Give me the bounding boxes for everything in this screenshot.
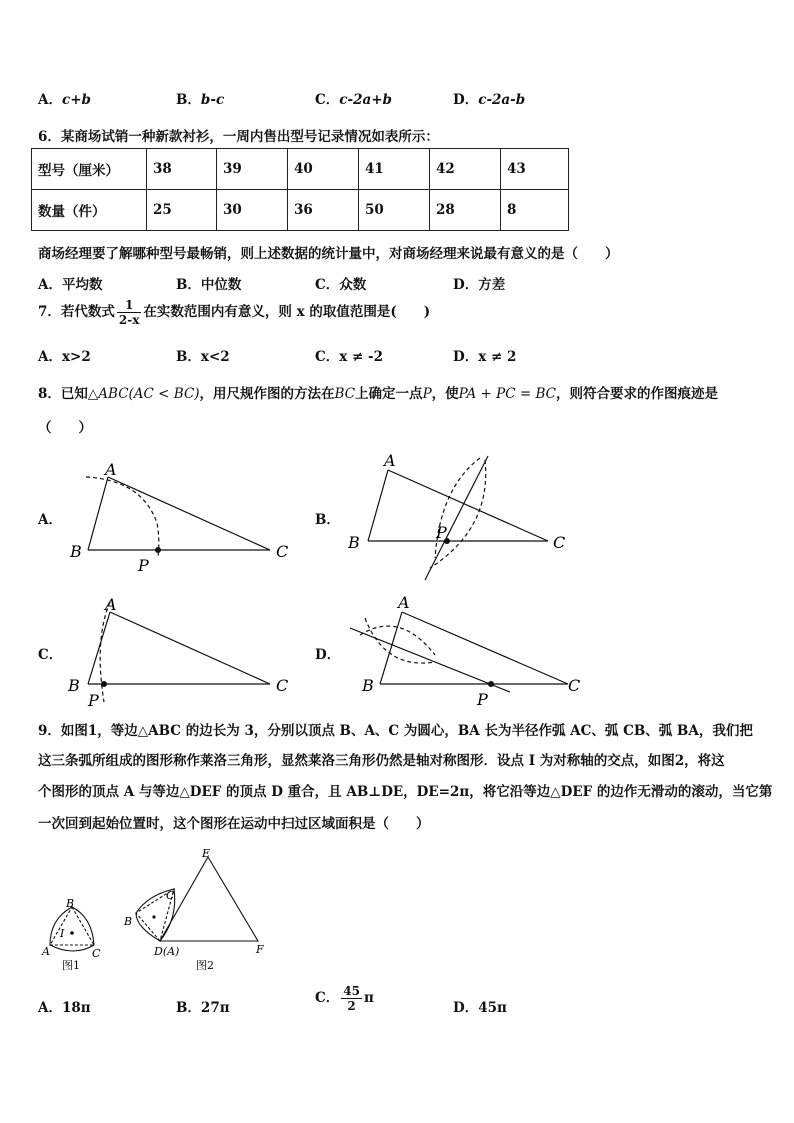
perpendicular-bisector [425, 456, 488, 580]
q6-stem: 6．某商场试销一种新款衬衫，一周内售出型号记录情况如表所示： [38, 129, 439, 145]
triangle-side-ac [108, 477, 270, 550]
q9-option-a: A．18π [38, 1000, 91, 1016]
label-p: P [88, 691, 99, 710]
table-row [32, 190, 569, 231]
q9-stem-line3: 个图形的顶点 A 与等边△DEF 的顶点 D 重合，且 AB⊥DE，DE=2π，将它沿等边△DEF 的边作无滑动的滚动，当它第 [38, 784, 773, 800]
triangle-side-ac [388, 470, 548, 541]
inner-triangle [50, 907, 94, 945]
q8-stem: 8．已知△ABC(AC < BC)，用尺规作图的方法在BC上确定一点P，使PA + PC = BC，则符合要求的作图痕迹是 [38, 386, 718, 402]
q7-stem: 7．若代数式 $\frac{1}{2-x}$ 在实数范围内有意义，则 x 的取值范围是( ) [38, 298, 431, 327]
label-a: A [42, 945, 50, 958]
q6-option-b: B．中位数 [176, 277, 242, 293]
label-b: B [362, 676, 374, 695]
table-cell: 36 [288, 190, 359, 231]
label-b: B [66, 897, 75, 910]
q8-figure-d [340, 590, 590, 712]
table-cell: 39 [217, 149, 288, 190]
label-b: B [124, 915, 133, 928]
q6-option-d: D．方差 [453, 277, 506, 293]
table-cell: 28 [430, 190, 501, 231]
q8-option-c: C． [38, 647, 63, 663]
q6-option-a: A．平均数 [38, 277, 103, 293]
q8-option-a: A． [38, 512, 62, 528]
label-e: E [202, 847, 211, 860]
center-point [152, 915, 155, 918]
q7-fraction: $\frac{1}{2-x}$ [118, 298, 140, 327]
q9-stem-line2: 这三条弧所组成的图形称作莱洛三角形，显然莱洛三角形仍然是轴对称图形．设点 I 为对称轴的交点，如图2，将这 [38, 753, 725, 769]
q7-option-d: D．x ≠ 2 [453, 349, 517, 365]
construction-arc-2 [365, 618, 435, 663]
triangle-side-ab [88, 477, 108, 550]
table-cell: 40 [288, 149, 359, 190]
figure-1-caption: 图1 [62, 959, 80, 972]
triangle-side-ab [88, 612, 110, 684]
perpendicular-bisector [350, 628, 510, 692]
q9-stem-line4: 一次回到起始位置时，这个图形在运动中扫过区域面积是（ ） [38, 816, 430, 832]
label-a: A [384, 451, 396, 470]
label-c: C [553, 533, 566, 552]
q8-option-b: B． [315, 512, 340, 528]
table-row [32, 149, 569, 190]
label-c: C [568, 676, 581, 695]
table-cell: 8 [501, 190, 569, 231]
label-a: A [105, 460, 117, 479]
table-cell: 25 [147, 190, 217, 231]
triangle-side-ab [368, 470, 388, 541]
reuleaux-triangle [50, 907, 94, 951]
label-c: C [92, 947, 101, 960]
label-b: B [348, 533, 360, 552]
label-i: I [60, 927, 65, 940]
table-cell: 41 [359, 149, 430, 190]
q6-question: 商场经理要了解哪种型号最畅销，则上述数据的统计量中，对商场经理来说最有意义的是（ ） [38, 246, 619, 262]
center-point [70, 931, 74, 935]
table-header-cell: 数量（件） [32, 190, 147, 231]
table-cell: 50 [359, 190, 430, 231]
q7-option-c: C．x ≠ -2 [315, 349, 384, 365]
q9-figure-1 [38, 895, 108, 975]
q8-figure-c [60, 590, 300, 712]
label-a: A [398, 593, 410, 612]
q5-option-d: D．c-2a-b [453, 92, 526, 108]
q9-stem-line1: 9．如图1，等边△ABC 的边长为 3，分别以顶点 B、A、C 为圆心，BA 长为半径作弧 AC、弧 CB、弧 BA，我们把 [38, 723, 753, 739]
q5-option-a: A．c+b [38, 92, 91, 108]
label-p: P [477, 690, 488, 709]
label-c: C [276, 542, 289, 561]
triangle-side-ac [402, 612, 568, 684]
q9-option-b: B．27π [176, 1000, 230, 1016]
table-cell: 30 [217, 190, 288, 231]
label-c: C [166, 889, 175, 902]
q8-stem-line2: （ ） [38, 420, 92, 436]
q7-option-a: A．x>2 [38, 349, 91, 365]
table-cell: 38 [147, 149, 217, 190]
q5-option-c: C．c-2a+b [315, 92, 392, 108]
point-p [101, 681, 107, 687]
label-da: D(A) [154, 945, 180, 958]
q6-option-c: C．众数 [315, 277, 367, 293]
label-f: F [256, 943, 264, 956]
label-a: A [105, 595, 117, 614]
table-cell: 42 [430, 149, 501, 190]
q9-option-c-fraction: $\frac{45}{2}$ [343, 984, 360, 1013]
figure-2-caption: 图2 [196, 959, 214, 972]
point-p [155, 547, 161, 553]
q9-option-d: D．45π [453, 1000, 507, 1016]
label-c: C [276, 676, 289, 695]
q9-figure-2 [118, 843, 273, 978]
label-b: B [70, 542, 82, 561]
q8-figure-a [60, 455, 300, 580]
q8-option-d: D． [315, 647, 341, 663]
q6-data-table [31, 148, 569, 231]
q8-figure-b [340, 448, 580, 588]
q5-option-b: B．b-c [176, 92, 225, 108]
table-header-cell: 型号（厘米） [32, 149, 147, 190]
label-p: P [138, 556, 149, 575]
q7-option-b: B．x<2 [176, 349, 230, 365]
q9-option-c: C． $\frac{45}{2}$ π [315, 984, 374, 1013]
triangle-side-ac [110, 612, 270, 684]
label-p: P [436, 523, 447, 542]
label-b: B [68, 676, 80, 695]
point-p [488, 681, 494, 687]
table-cell: 43 [501, 149, 569, 190]
construction-arc-1 [360, 626, 435, 655]
